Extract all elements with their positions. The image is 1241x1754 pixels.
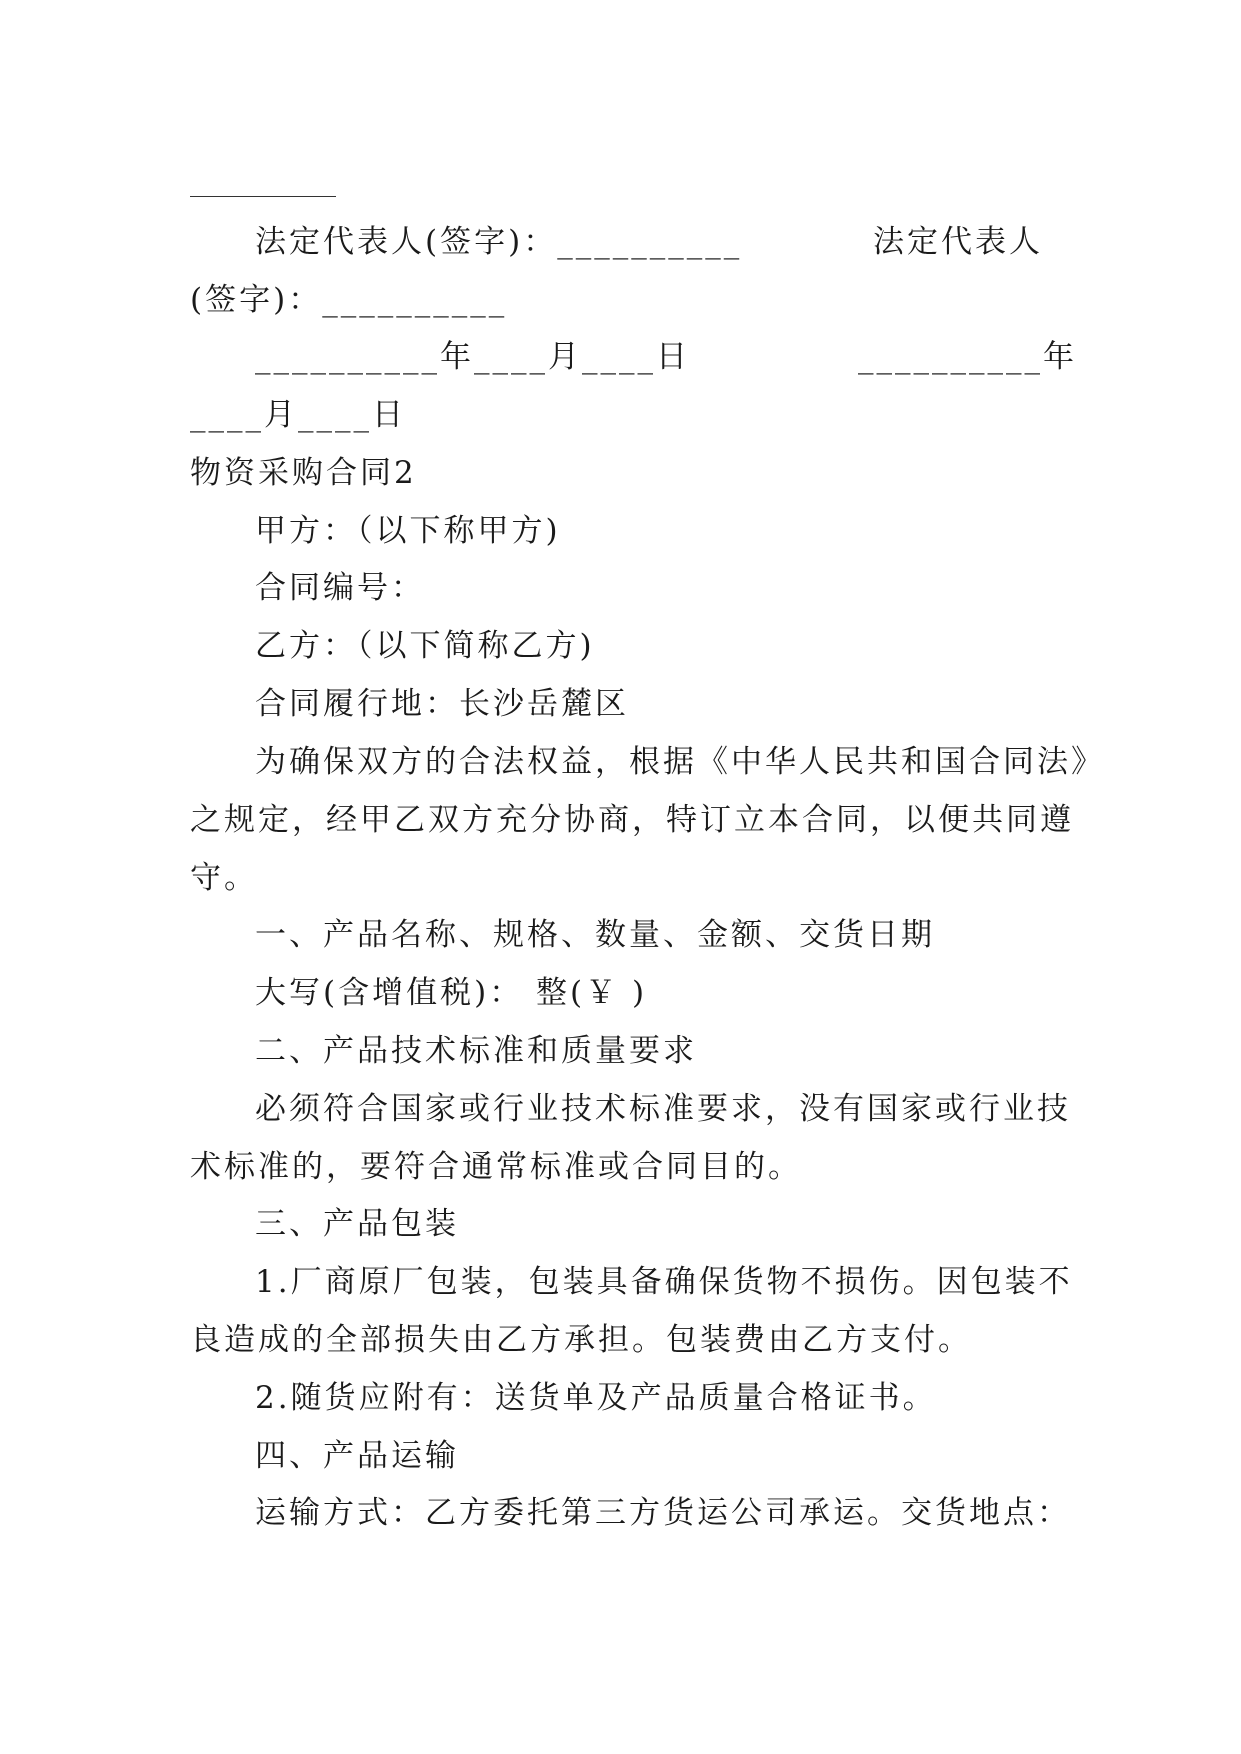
signature-blank-line [190,196,336,197]
paragraph-line: 术标准的，要符合通常标准或合同目的。 [190,1149,802,1185]
paragraph-line: 之规定，经甲乙双方充分协商，特订立本合同，以便共同遵 [190,802,1074,838]
paragraph-line: 1.厂商原厂包装，包装具备确保货物不损伤。因包装不 [255,1264,1073,1300]
paragraph-line: 必须符合国家或行业技术标准要求，没有国家或行业技 [255,1091,1071,1127]
paragraph-line: 良造成的全部损失由乙方承担。包装费由乙方支付。 [190,1322,972,1358]
paragraph-line: 2.随货应附有：送货单及产品质量合格证书。 [255,1380,937,1416]
paragraph-line: 运输方式：乙方委托第三方货运公司承运。交货地点： [255,1495,1071,1531]
paragraph-line: 守。 [190,860,258,896]
party-a-date: __________年____月____日 [255,339,690,375]
party-b-date-cont: ____月____日 [190,397,406,433]
party-b-representative-cont: (签字)：__________ [190,282,508,318]
contract-title: 物资采购合同2 [190,455,417,491]
paragraph-line: 乙方：（以下简称乙方) [255,628,595,664]
section-heading: 三、产品包装 [255,1206,459,1242]
paragraph-line: 合同履行地：长沙岳麓区 [255,686,629,722]
party-b-representative: 法定代表人 [873,224,1043,260]
paragraph-line: 为确保双方的合法权益，根据《中华人民共和国合同法》 [255,744,1105,780]
section-heading: 二、产品技术标准和质量要求 [255,1033,697,1069]
party-a-representative: 法定代表人(签字)：__________ [255,224,743,260]
paragraph-line: 甲方：（以下称甲方) [255,513,561,549]
party-b-date: __________年 [858,339,1077,375]
section-heading: 四、产品运输 [255,1438,459,1474]
paragraph-line: 大写(含增值税)： 整(￥ ) [255,975,648,1011]
paragraph-line: 合同编号： [255,570,425,606]
section-heading: 一、产品名称、规格、数量、金额、交货日期 [255,917,935,953]
